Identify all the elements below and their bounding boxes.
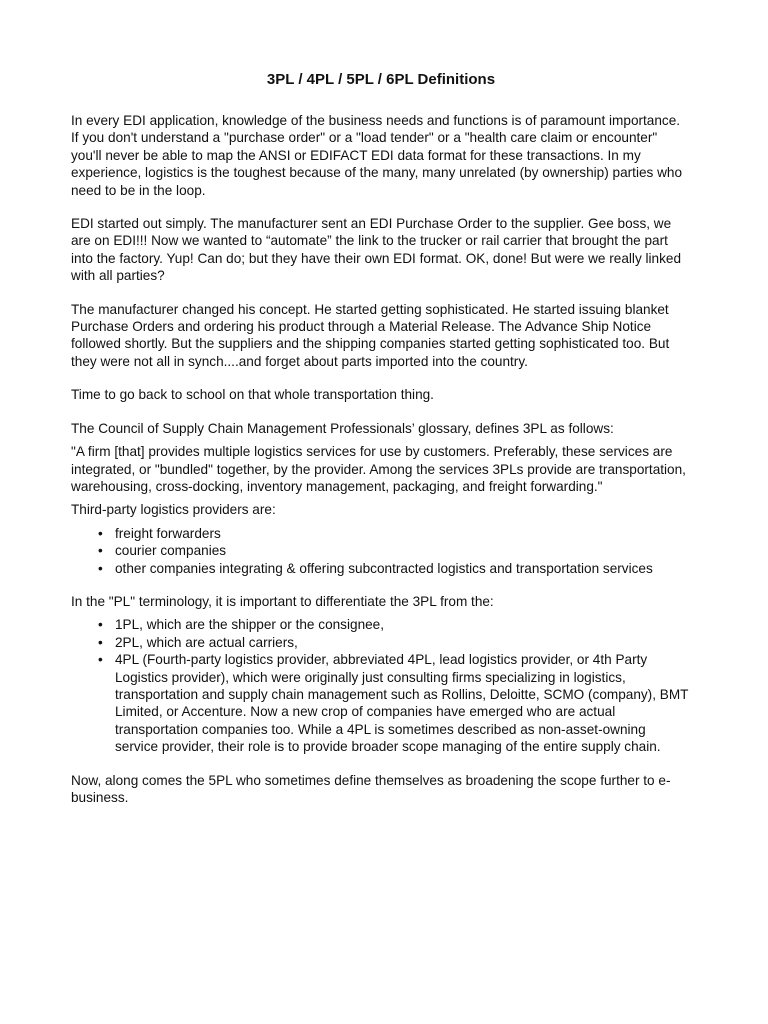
- paragraph-back-to-school: Time to go back to school on that whole transportation thing.: [71, 387, 434, 403]
- list-3pl-providers: [71, 525, 691, 577]
- paragraph-edi-knowledge: In every EDI application, knowledge of the business needs and functions is of paramount importance. If you don't understand a "purchase order" or a "load tender" or a "health care claim or encounter" you'll never be able to map the ANSI or EDIFACT EDI data format for these transactions. In my experience, logistics is the toughest because of the many, many unrelated (by ownership) parties who need to be in the loop.: [71, 113, 683, 198]
- list-item: [98, 616, 691, 633]
- list-item: [98, 634, 691, 651]
- list-item-text: courier companies: [115, 543, 227, 559]
- paragraph-pl-terminology: In the "PL" terminology, it is important to differentiate the 3PL from the:: [71, 593, 494, 609]
- list-pl-terms: [71, 616, 691, 755]
- list-item: [98, 560, 691, 577]
- paragraph-edi-started: EDI started out simply. The manufacturer sent an EDI Purchase Order to the supplier. Gee boss, we are on EDI!!! Now we wanted to “automate” the link to the trucker or rail carrier that brought the part into the factory. Yup! Can do; but they have their own EDI format. OK, done! But were we really linked with all parties?: [71, 216, 682, 284]
- list-item: [98, 651, 691, 755]
- list-item: [98, 525, 691, 542]
- paragraph-5pl: Now, along comes the 5PL who sometimes define themselves as broadening the scope further to e-business.: [71, 772, 671, 805]
- list-item-text: 2PL, which are actual carriers,: [115, 634, 298, 650]
- list-item-text: freight forwarders: [115, 525, 221, 541]
- paragraph-council-definition: The Council of Supply Chain Management Professionals’ glossary, defines 3PL as follows:: [71, 420, 614, 436]
- document-page: [71, 70, 691, 822]
- paragraph-3pl-quote: "A firm [that] provides multiple logistics services for use by customers. Preferably, these services are integrated, or "bundled" together, by the provider. Among the services 3PLs provide are transportation, warehousing, cross-docking, inventory management, packaging, and freight forwarding.": [71, 444, 686, 494]
- bullet-marker: •: [98, 525, 103, 541]
- bullet-marker: •: [98, 617, 103, 633]
- list-item-text: 1PL, which are the shipper or the consignee,: [115, 617, 385, 633]
- list-item: [98, 542, 691, 559]
- bullet-marker: •: [98, 543, 103, 559]
- list-item-text: other companies integrating & offering subcontracted logistics and transportation services: [115, 560, 653, 576]
- paragraph-manufacturer-changed: The manufacturer changed his concept. He started getting sophisticated. He started issuing blanket Purchase Orders and ordering his product through a Material Release. The Advance Ship Notice followed shortly. But the suppliers and the shipping companies started getting sophisticated too. But they were not all in synch....and forget about parts imported into the country.: [71, 301, 670, 369]
- paragraph-3pl-providers-intro: Third-party logistics providers are:: [71, 502, 276, 518]
- bullet-marker: •: [98, 560, 103, 576]
- document-title: 3PL / 4PL / 5PL / 6PL Definitions: [266, 71, 496, 88]
- bullet-marker: •: [98, 652, 103, 668]
- list-item-text: 4PL (Fourth-party logistics provider, abbreviated 4PL, lead logistics provider, or 4th Party Logistics provider), which were originally just consulting firms specializing in logistics, transportation and supply chain management such as Rollins, Deloitte, SCMO (company), BMT Limited, or Accenture. Now a new crop of companies have emerged who are actual transportation companies too. While a 4PL is sometimes described as non-asset-owning service provider, their role is to provide broader scope managing of the entire supply chain.: [115, 652, 689, 755]
- bullet-marker: •: [98, 634, 103, 650]
